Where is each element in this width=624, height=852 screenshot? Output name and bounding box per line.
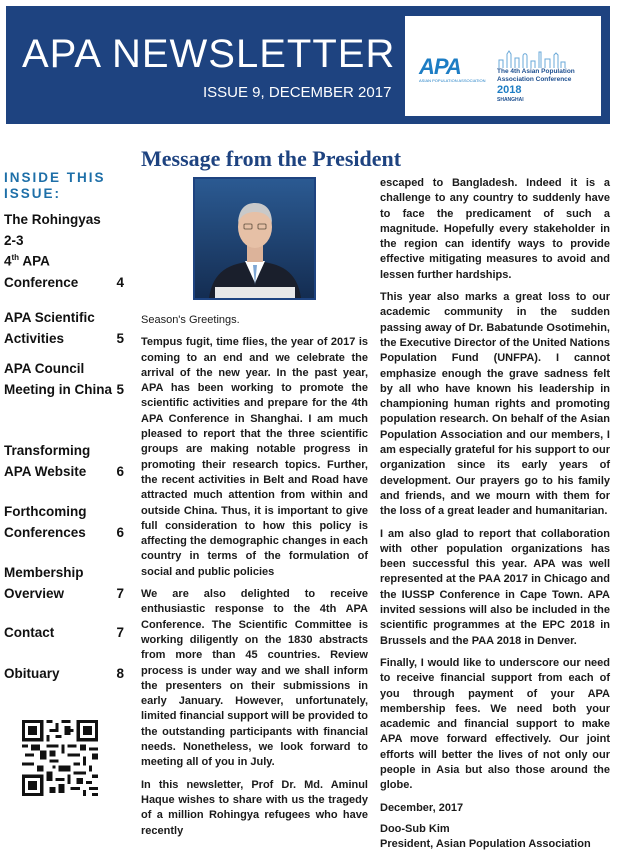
letter-date: December, 2017 [380,801,464,814]
toc-heading-line2: ISSUE: [4,186,62,201]
conference-logo-box [405,16,601,116]
toc-item-contact[interactable]: Contact 7 [4,625,124,640]
toc-item-scientific-activities[interactable]: APA Scientific Activities 5 [4,310,124,346]
toc-item-conference[interactable]: 4th APA Conference 4 [4,253,124,290]
paragraph-3: In this newsletter, Prof Dr. Md. Aminul Haque wishes to share with us the tragedy of a million Rohingya refugees who have recently [141,778,368,837]
paragraph-1: Tempus fugit, time flies, the year of 2017 is coming to an end and we celebrate the arrival of the new year. In the past year, APA has been working to promote the scientific activities and prepare for the 4th APA Conference in Shanghai. I am much pleased to report that the three scientific groups are making notable progress in promoting their research topics. Further, the recent activities in Belt and Road have attracted much attention from within and outside China. Thus, it is important to give full consideration to how this policy is affecting the demographic changes in each country in terms of the formulation of social and public policies [141,336,368,578]
toc-item-obituary[interactable]: Obituary 8 [4,666,124,681]
qr-code-icon[interactable] [22,720,98,796]
newsletter-title: APA NEWSLETTER [22,32,396,76]
article-column-right [380,176,610,852]
toc-item-forthcoming-conferences[interactable]: Forthcoming Conferences 6 [4,504,124,540]
issue-label: ISSUE 9, DECEMBER 2017 [203,84,392,101]
toc-heading-line1: INSIDE THIS [4,170,106,185]
article-heading: Message from the President [141,146,402,171]
skyline-icon [497,50,567,68]
greeting: Season's Greetings. [141,314,240,326]
signature-name: Doo-Sub Kim [380,822,450,835]
toc-item-council-meeting[interactable]: APA Council Meeting in China 5 [4,361,124,397]
article-column-left [141,313,368,846]
toc-item-membership[interactable]: Membership Overview 7 [4,565,124,601]
conference-logo: The 4th Asian Population Association Conference 2018 SHANGHAI [497,50,593,104]
signature-title: President, Asian Population Association [380,838,591,851]
sidebar-toc [4,170,126,202]
paragraph-3-continued: escaped to Bangladesh. Indeed it is a challenge to any country to suddenly have to face the predicament of such a magnitude. Hopefully every stakeholder in the region can identify ways to provide effective mitigating measures to avoid and lessen further hardships. [380,177,610,281]
paragraph-6: Finally, I would like to underscore our need to receive financial support from each of you through payment of your APA membership fees. We need both your academic and financial support to make APA move forward effectively. Our joint efforts will better the lives of not only our people in Asia but also those around the globe. [380,656,610,792]
paragraph-5: I am also glad to report that collaboration with other population organizations has been successful this year. APA was well represented at the PAA 2017 in Chicago and the IUSSP Conference in Cape Town. APA invited sessions will also be included in the scientific programmes at the EPC 2018 in Brussels and the PAA 2018 in Denver. [380,527,610,647]
toc-item-rohingyas[interactable]: The Rohingyas 2-3 [4,212,101,248]
paragraph-2: We are also delighted to receive enthusiastic response to the 4th APA Conference. The Scientific Committee is working diligently on the 1830 abstracts from more than 45 countries. Review process is under way and we shall inform the presenters on their submissions in early January. However, unfortunately, limited financial support will be provided to the outstanding participants with financial needs. Nonetheless, we look forward to meeting all of you in July. [141,588,368,769]
apa-logo: APA ASIAN POPULATION ASSOCIATION [419,54,486,83]
paragraph-4: This year also marks a great loss to our academic community in the sudden passing away of Dr. Babatunde Osotimehin, the Executive Director of the United Nations Population Fund (UNFPA). I cannot emphasize enough the grave sadness felt by all who have known his leadership in championing human rights and promoting population research. On behalf of the Asian Population Association and our members, I am especially grateful for his support to our organization since its early years of development. Our prayers go to his family and friends, and we mourn with them for the loss of a great leader and humanitarian. [380,291,610,518]
newsletter-banner [6,6,610,124]
president-photo [193,177,316,300]
toc-item-website[interactable]: Transforming APA Website 6 [4,443,124,479]
